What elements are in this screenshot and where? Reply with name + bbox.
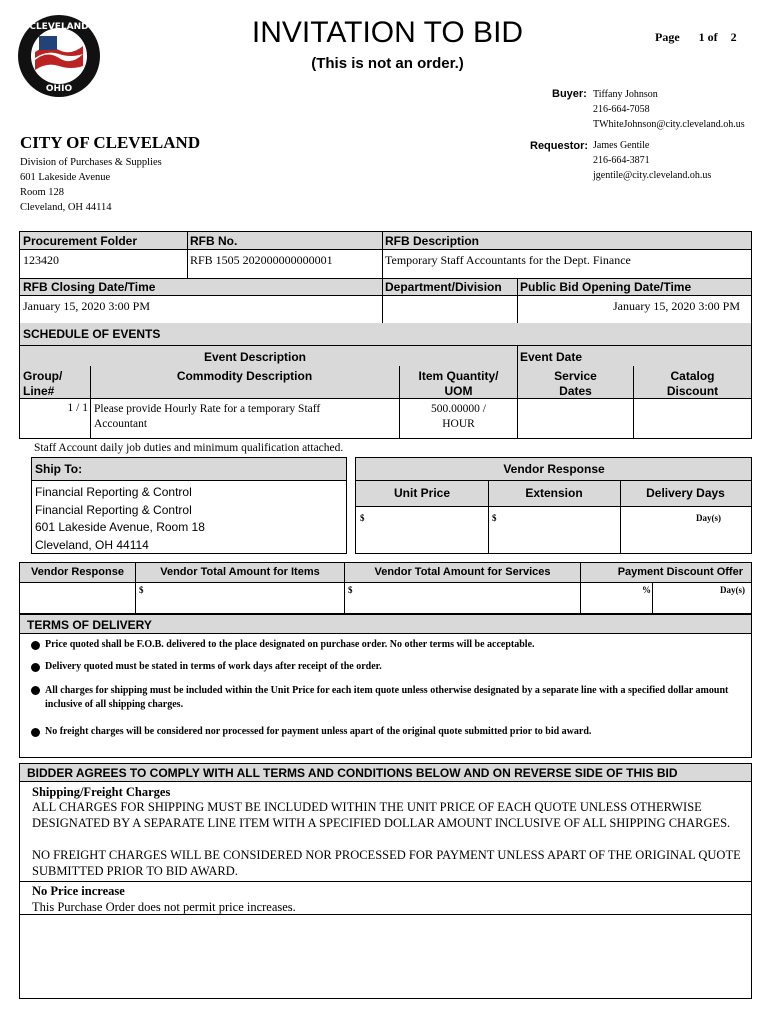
bullet-1: [31, 641, 40, 650]
org-name: CITY OF CLEVELAND: [20, 133, 201, 152]
vendor-response-input[interactable]: [20, 582, 133, 613]
bidder-agrees-label: BIDDER AGREES TO COMPLY WITH ALL TERMS AND CONDITIONS BELOW AND ON REVERSE SIDE OF THIS BID: [27, 766, 678, 780]
page-title: INVITATION TO BID: [251, 16, 524, 49]
org-line4: Cleveland, OH 44114: [20, 202, 112, 213]
ship-line2: Financial Reporting & Control: [35, 502, 192, 517]
requestor-name: James Gentile: [593, 140, 650, 151]
schedule-table: [19, 323, 752, 439]
requestor-email: jgentile@city.cleveland.oh.us: [593, 170, 712, 181]
ship-line3: 601 Lakeside Avenue, Room 18: [35, 520, 205, 534]
schedule-note: Staff Account daily job duties and minimum qualification attached.: [34, 442, 344, 454]
ship-to-box: [31, 457, 347, 554]
commodity-label: Commodity Description: [176, 369, 313, 383]
service-label: Service Dates: [554, 369, 597, 398]
extension-input[interactable]: [492, 507, 617, 551]
total-items-label: Vendor Total Amount for Items: [160, 566, 320, 578]
discount-percent-input[interactable]: [581, 582, 619, 613]
term-1: Price quoted shall be F.O.B. delivered to the place designated on purchase order. No other terms will be acceptable.: [45, 639, 535, 650]
total-services-input[interactable]: [354, 582, 578, 613]
unit-price-input[interactable]: [360, 507, 485, 551]
term-3: All charges for shipping must be included within the Unit Price for each item quote unless otherwise designated by a separate line with a specified dollar amount inclusive of all shipping charges.: [45, 685, 729, 710]
opening-value: January 15, 2020 3:00 PM: [613, 299, 740, 313]
totals-vendor-response-label: Vendor Response: [31, 566, 124, 578]
procurement-folder-value: 123420: [23, 253, 59, 267]
bullet-2: [31, 663, 40, 672]
requestor-info: [593, 138, 711, 183]
discount-days-input[interactable]: [653, 582, 698, 613]
unit-price-label: Unit Price: [393, 486, 450, 500]
ship-line4: Cleveland, OH 44114: [35, 537, 149, 552]
closing-label: RFB Closing Date/Time: [23, 280, 156, 294]
total-services-label: Vendor Total Amount for Services: [374, 566, 551, 578]
line-number: 1 / 1: [67, 402, 88, 414]
line-quantity: 500.00000 / HOUR: [431, 403, 486, 430]
price-increase-paragraph: This Purchase Order does not permit price increases.: [32, 900, 296, 914]
terms-label: TERMS OF DELIVERY: [27, 618, 152, 632]
total-items-input[interactable]: [145, 582, 342, 613]
ship-to-label: Ship To:: [35, 462, 83, 476]
bullet-4: [31, 728, 40, 737]
schedule-label: SCHEDULE OF EVENTS: [23, 327, 161, 341]
unit-price-dollar: $: [360, 513, 365, 523]
page-total: 2: [730, 30, 737, 44]
opening-label: Public Bid Opening Date/Time: [520, 280, 692, 294]
requestor-phone: 216-664-3871: [593, 155, 650, 166]
org-line2: 601 Lakeside Avenue: [20, 172, 111, 183]
rfb-desc-value: Temporary Staff Accountants for the Dept. Finance: [385, 253, 631, 267]
svg-text:OHIO: OHIO: [45, 84, 73, 94]
payment-discount-label: Payment Discount Offer: [617, 566, 743, 578]
dept-label: Department/Division: [385, 280, 502, 294]
event-date-label: Event Date: [520, 350, 583, 364]
discount-days: Day(s): [720, 585, 745, 595]
page-of-label: of: [707, 30, 718, 44]
term-2: Delivery quoted must be stated in terms of work days after receipt of the order.: [45, 661, 382, 672]
term-4: No freight charges will be considered nor processed for payment unless apart of the original quote submitted prior to bid award.: [45, 726, 592, 737]
buyer-phone: 216-664-7058: [593, 104, 650, 115]
price-increase-heading: No Price increase: [32, 884, 125, 898]
event-desc-label: Event Description: [203, 350, 307, 364]
svg-text:CLEVELAND: CLEVELAND: [29, 22, 89, 32]
extension-dollar: $: [492, 513, 497, 523]
requestor-label: Requestor:: [530, 140, 589, 152]
buyer-email: TWhiteJohnson@city.cleveland.oh.us: [593, 119, 745, 130]
delivery-days-input[interactable]: [624, 507, 684, 551]
terms-of-delivery: [19, 614, 752, 758]
page-current: 1: [698, 30, 705, 44]
delivery-days-unit: Day(s): [696, 513, 721, 523]
bidder-terms-box: [19, 763, 752, 915]
vendor-response-label: Vendor Response: [503, 462, 605, 476]
buyer-name: Tiffany Johnson: [593, 89, 658, 100]
extension-label: Extension: [525, 486, 583, 500]
org-line1: Division of Purchases & Supplies: [20, 157, 162, 168]
rfb-no-label: RFB No.: [190, 234, 238, 248]
procurement-folder-label: Procurement Folder: [23, 234, 138, 248]
closing-value: January 15, 2020 3:00 PM: [23, 299, 150, 313]
rfb-desc-label: RFB Description: [385, 234, 480, 248]
city-seal-logo: [17, 14, 101, 98]
org-address: [20, 155, 162, 215]
page-label: Page: [655, 30, 680, 44]
shipping-paragraph-2: NO FREIGHT CHARGES WILL BE CONSIDERED NOR PROCESSED FOR PAYMENT UNLESS APART OF THE ORIGINAL QUOTE SUBMITTED PRIOR TO BID AWARD.: [32, 848, 741, 878]
buyer-info: [593, 87, 745, 132]
total-services-dollar: $: [348, 585, 353, 595]
rfb-no-value: RFB 1505 202000000000001: [190, 253, 333, 267]
shipping-heading: Shipping/Freight Charges: [32, 785, 171, 799]
buyer-label: Buyer:: [552, 88, 587, 100]
bullet-3: [31, 686, 40, 695]
ship-to-address: [35, 484, 205, 554]
page-subtitle: (This is not an order.): [311, 55, 464, 72]
delivery-days-label: Delivery Days: [646, 486, 725, 500]
ship-line1: Financial Reporting & Control: [35, 485, 192, 499]
info-table: [19, 231, 752, 324]
page-indicator: [655, 30, 737, 45]
discount-percent: %: [642, 585, 651, 595]
qty-label: Item Quantity/ UOM: [418, 369, 499, 398]
org-line3: Room 128: [20, 187, 65, 198]
catalog-label: Catalog Discount: [666, 369, 719, 398]
shipping-paragraph-1: ALL CHARGES FOR SHIPPING MUST BE INCLUDED WITHIN THE UNIT PRICE OF EACH QUOTE UNLESS OTHERWISE DESIGNATED BY A SEPARATE LINE ITEM WITH A SPECIFIED DOLLAR AMOUNT INCLUSIVE OF ALL SHIPPING CHARGES.: [32, 800, 731, 830]
total-items-dollar: $: [139, 585, 144, 595]
group-line-label: Group/ Line#: [23, 369, 63, 398]
blank-notes-box: [19, 915, 752, 999]
line-description: Please provide Hourly Rate for a temporary Staff Accountant: [94, 403, 321, 430]
